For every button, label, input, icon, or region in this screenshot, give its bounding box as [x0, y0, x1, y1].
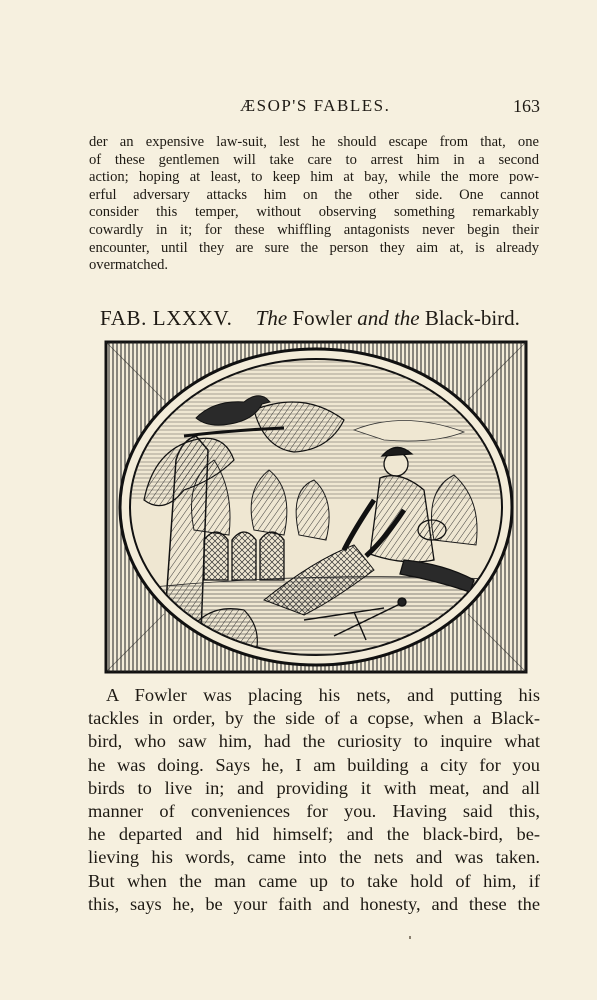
text-line: of these gentlemen will take care to arrest him in a second	[89, 151, 539, 168]
text-line: A Fowler was placing his nets, and putting his	[106, 685, 540, 705]
text-line: tackles in order, by the side of a copse, when a Black-	[88, 708, 540, 729]
text-line: this, says he, be your faith and honesty, and these the	[88, 893, 540, 914]
fable-title-part: The	[255, 306, 288, 330]
page-speck	[409, 936, 411, 939]
woodcut-illustration	[104, 340, 528, 674]
page-number: 163	[513, 96, 540, 116]
fable-title-part: Black-bird.	[424, 306, 520, 330]
text-line: lieving his words, came into the nets and was taken.	[88, 847, 540, 868]
text-line: cowardly in it; for these whiffling antagonists never begin their	[89, 221, 539, 238]
text-line: erful adversary attacks him on the other side. One cannot	[89, 186, 539, 203]
text-line: birds to live in; and providing it with meat, and all	[88, 777, 540, 798]
text-line: action; hoping at least, to keep him at bay, while the more pow-	[89, 169, 539, 186]
text-line: he departed and hid himself; and the black-bird, be-	[88, 824, 540, 845]
fable-title-part: Fowler	[292, 306, 352, 330]
text-line: bird, who saw him, had the curiosity to inquire what	[88, 731, 540, 752]
top-paragraph	[89, 134, 539, 275]
fable-text	[88, 684, 540, 916]
text-line: der an expensive law-suit, lest he should escape from that, one	[89, 134, 539, 150]
text-line: manner of conveniences for you. Having said this,	[88, 800, 540, 821]
fable-heading	[100, 306, 540, 331]
text-line: he was doing. Says he, I am building a city for you	[88, 754, 540, 775]
text-line: consider this temper, without observing something remarkably	[89, 204, 539, 221]
text-line: But when the man came up to take hold of him, if	[88, 870, 540, 891]
text-line: encounter, until they are sure the person they aim at, is already	[89, 239, 539, 256]
fable-title-part: and the	[357, 306, 420, 330]
running-title: ÆSOP'S FABLES.	[240, 96, 391, 115]
fable-number: FAB. LXXXV.	[100, 306, 233, 330]
text-line: overmatched.	[89, 257, 169, 274]
page-header	[88, 96, 540, 120]
